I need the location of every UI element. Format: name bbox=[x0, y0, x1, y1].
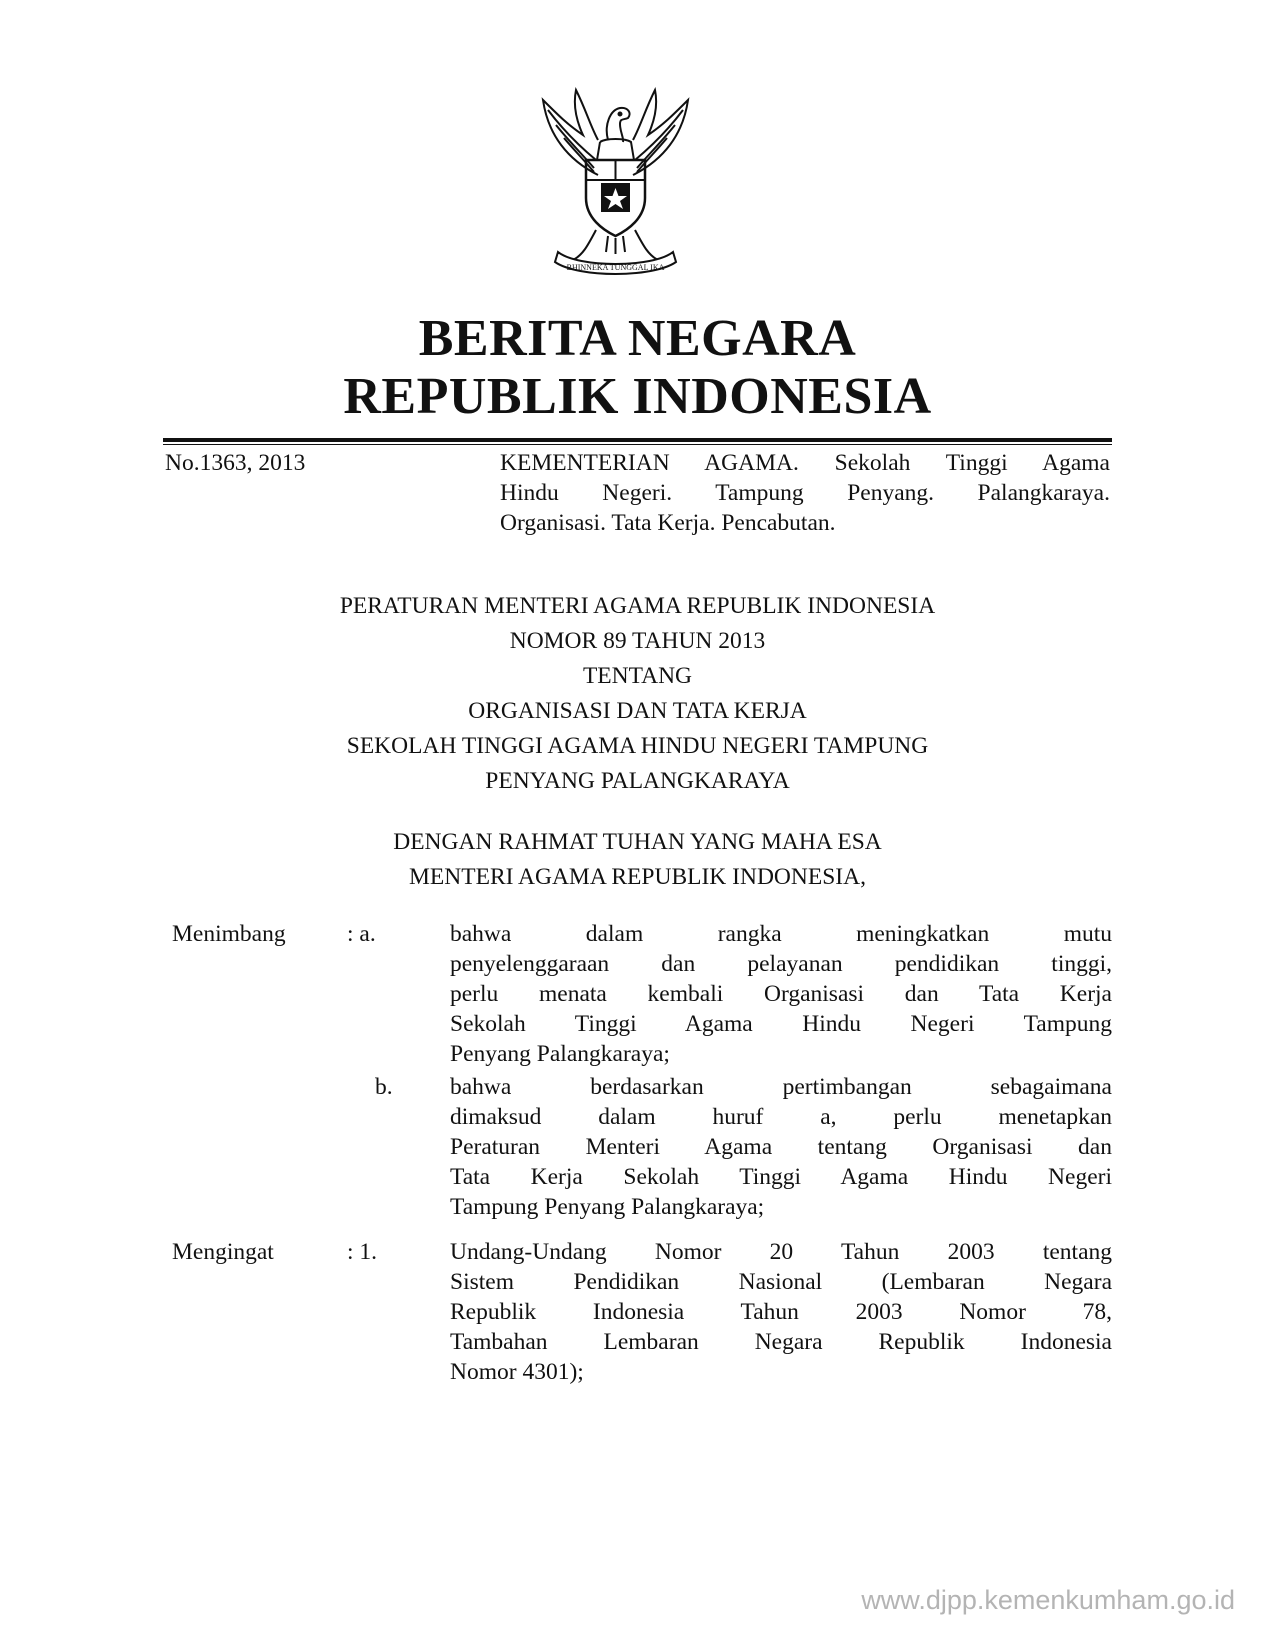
source-watermark: www.djpp.kemenkumham.go.id bbox=[861, 1585, 1235, 1615]
paragraph-line: perlu menata kembali Organisasi dan Tata Kerja bbox=[450, 981, 1112, 1007]
paragraph-line: Tata Kerja Sekolah Tinggi Agama Hindu Negeri bbox=[450, 1164, 1112, 1190]
garuda-emblem bbox=[528, 80, 703, 280]
menimbang-item-a bbox=[450, 919, 1112, 1069]
minister-line: MENTERI AGAMA REPUBLIK INDONESIA, bbox=[409, 864, 866, 890]
menimbang-label: Menimbang bbox=[172, 921, 286, 947]
mengingat-label: Mengingat bbox=[172, 1239, 274, 1265]
grace-line: DENGAN RAHMAT TUHAN YANG MAHA ESA bbox=[393, 829, 882, 855]
regulation-number: NOMOR 89 TAHUN 2013 bbox=[509, 628, 766, 654]
paragraph-line: Peraturan Menteri Agama tentang Organisasi dan bbox=[450, 1134, 1112, 1160]
gazette-number: No.1363, 2013 bbox=[165, 450, 306, 476]
description-line: Organisasi. Tata Kerja. Pencabutan. bbox=[500, 510, 836, 536]
gazette-description bbox=[500, 448, 1110, 538]
regulation-subject: ORGANISASI DAN TATA KERJA bbox=[468, 698, 807, 724]
description-line: KEMENTERIAN AGAMA. Sekolah Tinggi Agama bbox=[500, 450, 1110, 476]
paragraph-line: penyelenggaraan dan pelayanan pendidikan tinggi, bbox=[450, 951, 1112, 977]
paragraph-line: Penyang Palangkaraya; bbox=[450, 1041, 670, 1067]
mengingat-item-1 bbox=[450, 1237, 1112, 1387]
description-line: Hindu Negeri. Tampung Penyang. Palangkaraya. bbox=[500, 480, 1110, 506]
regulation-title: PERATURAN MENTERI AGAMA REPUBLIK INDONESIA bbox=[339, 593, 936, 619]
paragraph-line: Sekolah Tinggi Agama Hindu Negeri Tampung bbox=[450, 1011, 1112, 1037]
regulation-heading bbox=[0, 589, 1275, 799]
gazette-title: BERITA NEGARA bbox=[418, 310, 857, 367]
paragraph-line: dimaksud dalam huruf a, perlu menetapkan bbox=[450, 1104, 1112, 1130]
paragraph-line: Undang-Undang Nomor 20 Tahun 2003 tentang bbox=[450, 1239, 1112, 1265]
title-rule-thin bbox=[163, 444, 1112, 445]
title-rule-thick bbox=[163, 438, 1112, 442]
regulation-subject: SEKOLAH TINGGI AGAMA HINDU NEGERI TAMPUNG bbox=[346, 733, 929, 759]
regulation-subject: PENYANG PALANGKARAYA bbox=[485, 768, 790, 794]
paragraph-line: Tambahan Lembaran Negara Republik Indonesia bbox=[450, 1329, 1112, 1355]
emblem-motto: BHINNEKA TUNGGAL IKA bbox=[566, 263, 665, 272]
paragraph-line: Tampung Penyang Palangkaraya; bbox=[450, 1194, 765, 1220]
gazette-subtitle: REPUBLIK INDONESIA bbox=[343, 368, 932, 425]
menimbang-item-b bbox=[450, 1072, 1112, 1222]
paragraph-line: Sistem Pendidikan Nasional (Lembaran Negara bbox=[450, 1269, 1112, 1295]
item-marker: b. bbox=[375, 1074, 393, 1100]
preamble-heading bbox=[0, 825, 1275, 895]
regulation-about: TENTANG bbox=[582, 663, 693, 689]
paragraph-line: bahwa dalam rangka meningkatkan mutu bbox=[450, 921, 1112, 947]
paragraph-line: bahwa berdasarkan pertimbangan sebagaimana bbox=[450, 1074, 1112, 1100]
item-marker: : 1. bbox=[347, 1239, 378, 1265]
paragraph-line: Nomor 4301); bbox=[450, 1359, 584, 1385]
paragraph-line: Republik Indonesia Tahun 2003 Nomor 78, bbox=[450, 1299, 1112, 1325]
item-marker: : a. bbox=[347, 921, 376, 947]
